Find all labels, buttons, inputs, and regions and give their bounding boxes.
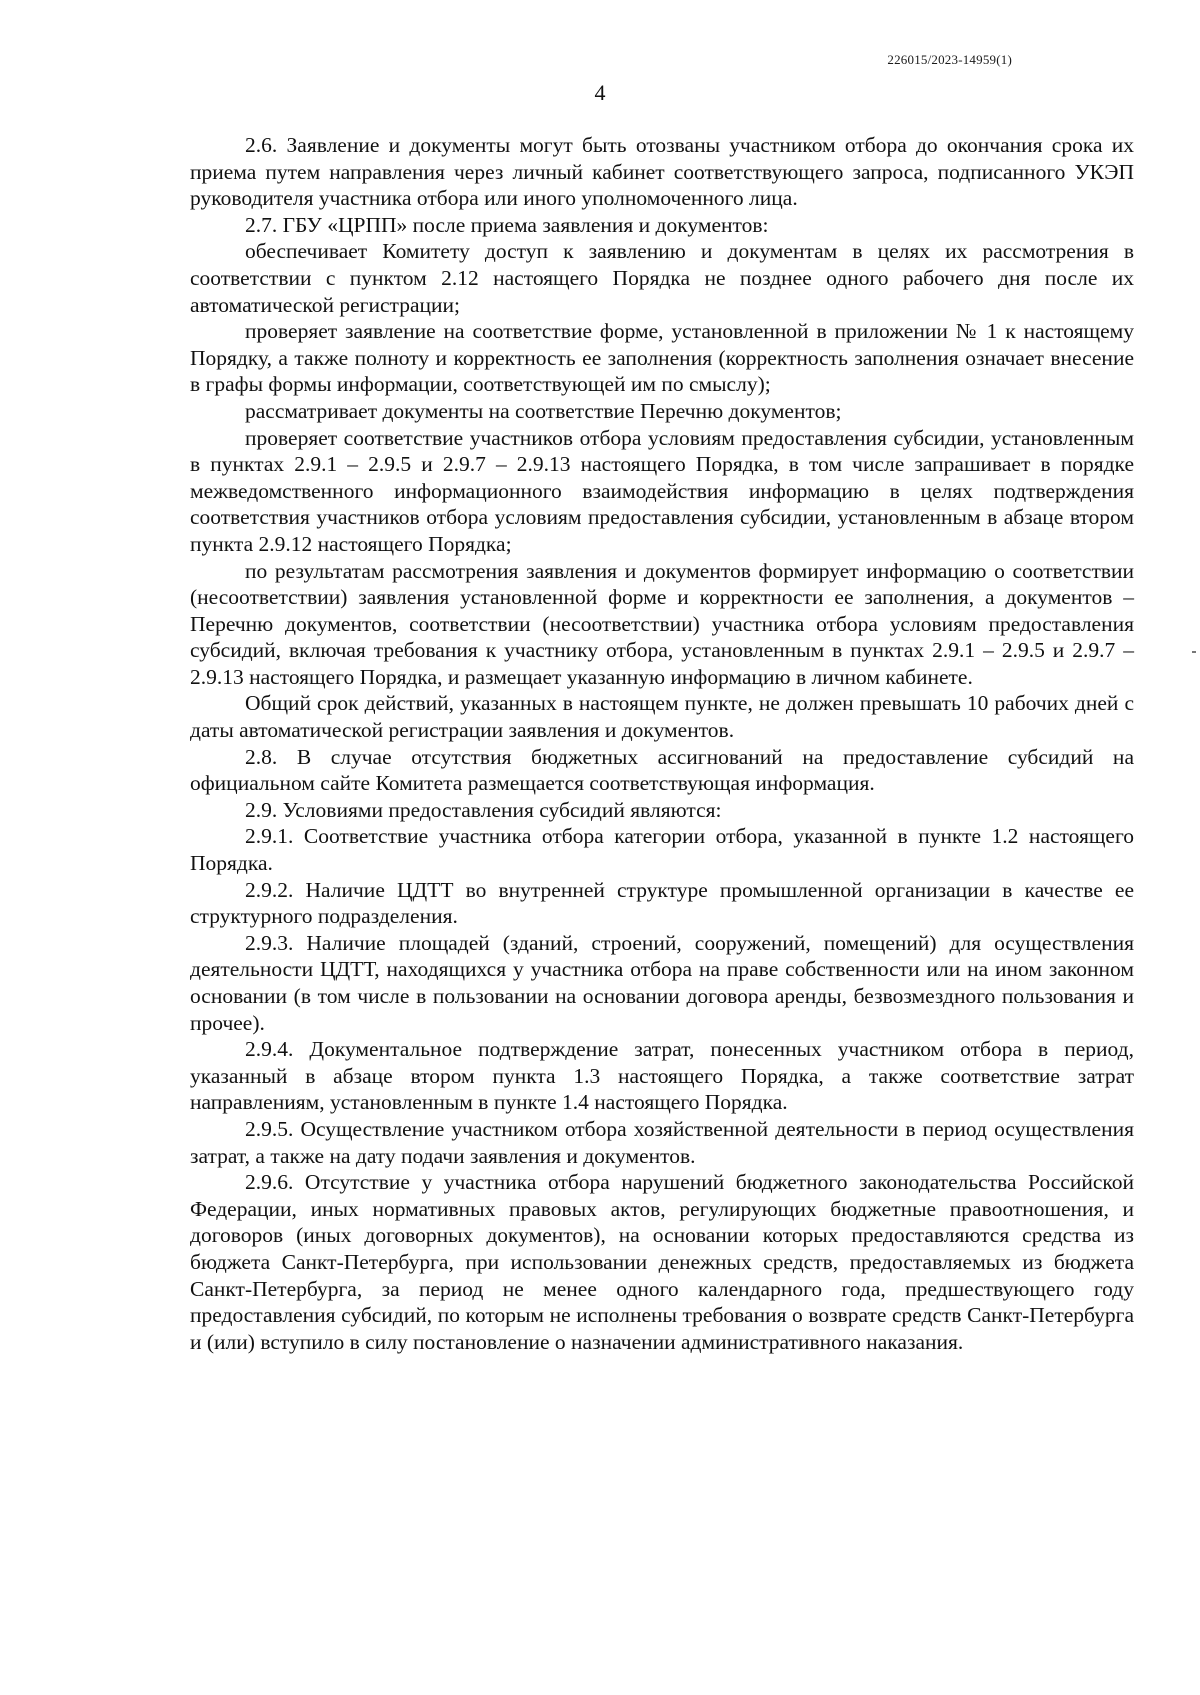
paragraph-2-9-1: 2.9.1. Соответствие участника отбора категории отбора, указанной в пункте 1.2 настоящего Порядка. bbox=[190, 824, 1134, 876]
paragraph-2-6: 2.6. Заявление и документы могут быть отозваны участником отбора до окончания срока их приема путем направления через личный кабинет соответствующего запроса, подписанного УКЭП руководителя участника отбора или иного уполномоченного лица. bbox=[190, 133, 1134, 211]
scan-edge-mark bbox=[1192, 651, 1196, 653]
paragraph-2-7-access: обеспечивает Комитету доступ к заявлению и документам в целях их рассмотрения в соответствии с пунктом 2.12 настоящего Порядка не позднее одного рабочего дня после их автоматической регистрации; bbox=[190, 239, 1134, 317]
paragraph-2-9-2: 2.9.2. Наличие ЦДТТ во внутренней структуре промышленной организации в качестве ее структурного подразделения. bbox=[190, 877, 1134, 929]
paragraph-2-7-deadline: Общий срок действий, указанных в настоящем пункте, не должен превышать 10 рабочих дней с даты автоматической регистрации заявления и документов. bbox=[190, 691, 1134, 743]
paragraph-2-9-6: 2.9.6. Отсутствие у участника отбора нарушений бюджетного законодательства Российской Федерации, иных нормативных правовых актов, регулирующих бюджетные правоотношения, и договоров (иных договорных документов), на основании которых предоставляются средства из бюджета Санкт-Петербурга, при использовании денежных средств, предоставляемых из бюджета Санкт-Петербурга, за период не менее одного календарного года, предшествующего году предоставления субсидий, по которым не исполнены требования о возврате средств Санкт-Петербурга и (или) вступило в силу постановление о назначении административного наказания. bbox=[190, 1170, 1134, 1354]
paragraph-2-9-3: 2.9.3. Наличие площадей (зданий, строений, сооружений, помещений) для осуществления деятельности ЦДТТ, находящихся у участника отбора на праве собственности или на ином законном основании (в том числе в пользовании на основании договора аренды, безвозмездного пользования и прочее). bbox=[190, 930, 1134, 1035]
page-number: 4 bbox=[594, 80, 606, 105]
paragraph-2-9-4: 2.9.4. Документальное подтверждение затрат, понесенных участником отбора в период, указанный в абзаце втором пункта 1.3 настоящего Порядка, а также соответствие затрат направлениям, установленным в пункте 1.4 настоящего Порядка. bbox=[190, 1037, 1134, 1115]
paragraph-2-9: 2.9. Условиями предоставления субсидий являются: bbox=[245, 797, 722, 822]
paragraph-2-7-check-form: проверяет заявление на соответствие форме, установленной в приложении № 1 к настоящему Порядку, а также полноту и корректность ее заполнения (корректность заполнения означает внесение в графы формы информации, соответствующей им по смыслу); bbox=[190, 319, 1134, 397]
paragraph-2-8: 2.8. В случае отсутствия бюджетных ассигнований на предоставление субсидий на официальном сайте Комитета размещается соответствующая информация. bbox=[190, 744, 1134, 796]
document-id: 226015/2023-14959(1) bbox=[887, 52, 1012, 67]
document-body bbox=[190, 132, 1134, 1355]
paragraph-2-7: 2.7. ГБУ «ЦРПП» после приема заявления и документов: bbox=[245, 212, 769, 237]
paragraph-2-7-check-conditions: проверяет соответствие участников отбора условиям предоставления субсидии, установленным в пунктах 2.9.1 – 2.9.5 и 2.9.7 – 2.9.13 настоящего Порядка, в том числе запрашивает в порядке межведомственного информационного взаимодействия информацию в целях подтверждения соответствия участников отбора условиям предоставления субсидии, установленным в абзаце втором пункта 2.9.12 настоящего Порядка; bbox=[190, 425, 1134, 556]
paragraph-2-9-5: 2.9.5. Осуществление участником отбора хозяйственной деятельности в период осуществления затрат, а также на дату подачи заявления и документов. bbox=[190, 1116, 1134, 1168]
paragraph-2-7-review-docs: рассматривает документы на соответствие Перечню документов; bbox=[245, 398, 842, 423]
paragraph-2-7-results: по результатам рассмотрения заявления и документов формирует информацию о соответствии (несоответствии) заявления установленной форме и корректности ее заполнения, а документов – Перечню документов, соответствии (несоответствии) участника отбора условиям предоставления субсидий, включая требования к участнику отбора, установленным в пунктах 2.9.1 – 2.9.5 и 2.9.7 – 2.9.13 настоящего Порядка, и размещает указанную информацию в личном кабинете. bbox=[190, 558, 1134, 689]
